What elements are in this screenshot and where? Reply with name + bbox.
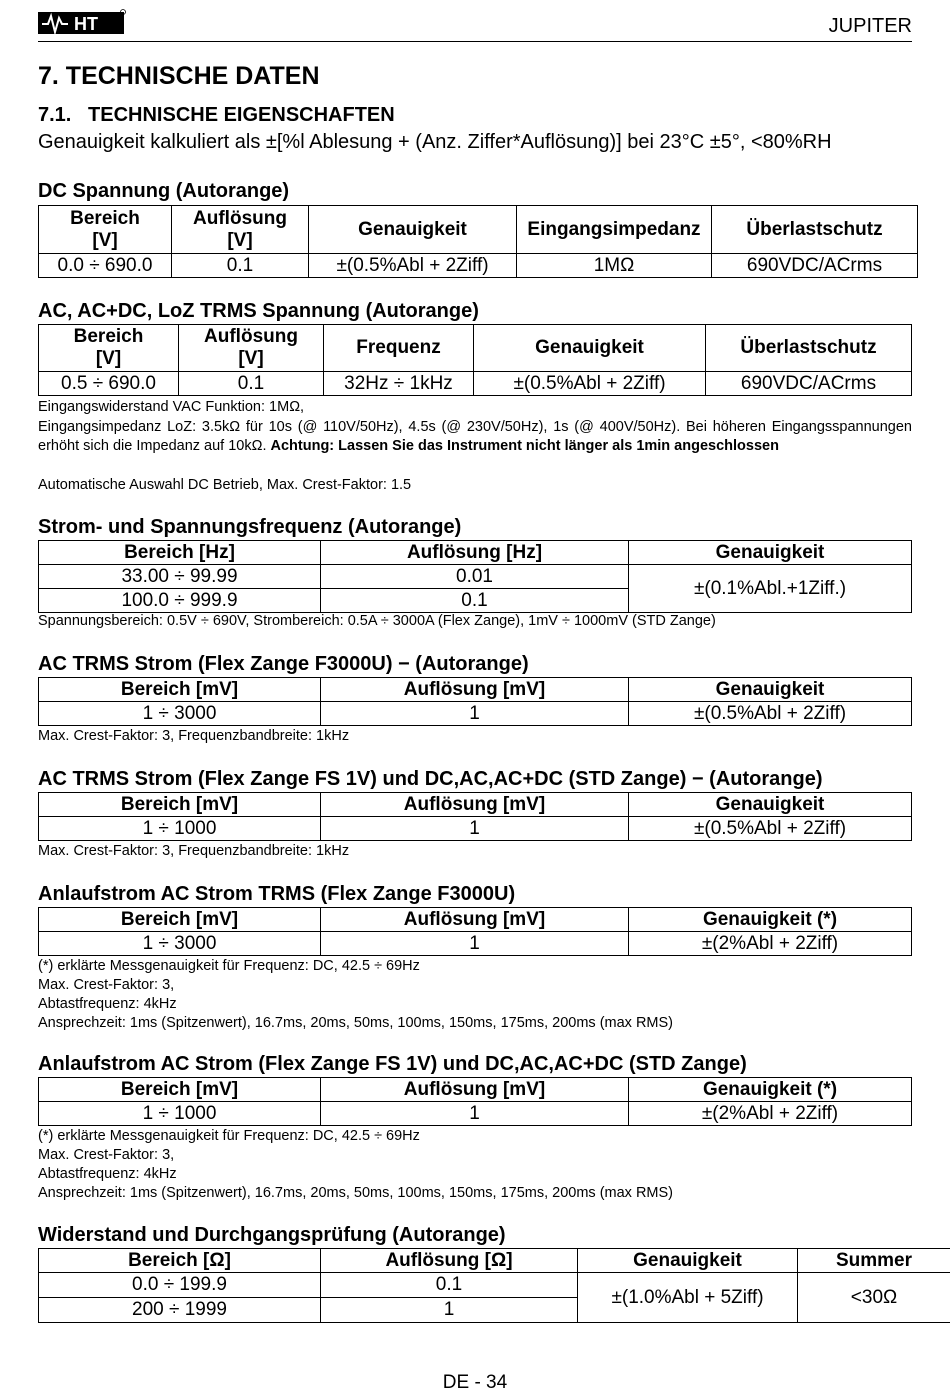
inrush-fs1v-table [38,1077,912,1126]
table-row [39,254,918,278]
header-bereich: Bereich [mV] [39,908,321,932]
ac-note-warning: Achtung: Lassen Sie das Instrument nicht länger als 1min angeschlossen [270,438,779,454]
cell-resolution: 1 [321,1298,578,1323]
cell-resolution: 0.1 [321,1273,578,1298]
cell-resolution: 1 [321,702,629,726]
cell-resolution: 0.01 [321,565,629,589]
cell-range: 1 ÷ 3000 [39,702,321,726]
ac-note-loz-text: Eingangsimpedanz LoZ: 3.5kΩ für 10s (@ 110V/50Hz), 4.5s (@ 230V/50Hz), 1s (@ 400V/50Hz). Bei höheren Eingangsspannungen erhöht sich die Impedanz auf 10kΩ. [38,419,912,454]
header-genauigkeit: Genauigkeit [309,206,517,254]
cell-range: 33.00 ÷ 99.99 [39,565,321,589]
header-aufloesung: Auflösung [mV] [321,1078,629,1102]
dc-voltage-table [38,205,918,278]
inrush-fs1v-note-crest: Max. Crest-Faktor: 3, [38,1147,175,1163]
cell-range: 0.5 ÷ 690.0 [39,372,179,396]
resistance-title: Widerstand und Durchgangsprüfung (Autorange) [38,1224,506,1246]
accuracy-intro: Genauigkeit kalkuliert als ±[%l Ablesung + (Anz. Ziffer*Auflösung)] bei 23°C ±5°, <80%RH [38,131,832,153]
ac-voltage-table [38,324,912,396]
ac-note-loz [38,418,912,456]
flex-fs1v-table [38,792,912,841]
header-genauigkeit: Genauigkeit [578,1249,798,1273]
frequency-table [38,540,912,613]
cell-resolution: 1 [321,1102,629,1126]
ac-note-crest: Automatische Auswahl DC Betrieb, Max. Crest-Faktor: 1.5 [38,477,412,493]
header-aufloesung: Auflösung [V] [172,206,309,254]
cell-overload: 690VDC/ACrms [706,372,912,396]
resistance-table [38,1248,950,1323]
header-bereich: Bereich [mV] [39,678,321,702]
cell-resolution: 1 [321,932,629,956]
header-bereich: Bereich [mV] [39,1078,321,1102]
header-aufloesung: Auflösung [Ω] [321,1249,578,1273]
cell-accuracy: ±(2%Abl + 2Ziff) [629,932,912,956]
cell-accuracy: ±(0.5%Abl + 2Ziff) [629,702,912,726]
cell-buzzer: <30Ω [798,1273,950,1323]
cell-range: 100.0 ÷ 999.9 [39,589,321,613]
chapter-title: 7. TECHNISCHE DATEN [38,62,320,90]
header-genauigkeit: Genauigkeit [629,793,912,817]
flex-fs1v-title: AC TRMS Strom (Flex Zange FS 1V) und DC,AC,AC+DC (STD Zange) − (Autorange) [38,768,823,790]
inrush-f3000u-note-frequency: (*) erklärte Messgenauigkeit für Frequenz: DC, 42.5 ÷ 69Hz [38,958,420,974]
ht-logo [38,8,126,36]
cell-overload: 690VDC/ACrms [712,254,918,278]
header-genauigkeit: Genauigkeit [629,678,912,702]
cell-accuracy: ±(0.5%Abl + 2Ziff) [309,254,517,278]
cell-impedance: 1MΩ [517,254,712,278]
cell-range: 0.0 ÷ 690.0 [39,254,172,278]
cell-accuracy: ±(0.5%Abl + 2Ziff) [474,372,706,396]
cell-accuracy: ±(0.5%Abl + 2Ziff) [629,817,912,841]
inrush-fs1v-note-sampling: Abtastfrequenz: 4kHz [38,1166,177,1182]
document-name: JUPITER [828,15,912,37]
ac-voltage-title: AC, AC+DC, LoZ TRMS Spannung (Autorange) [38,300,479,322]
logo-text: HT [74,14,98,34]
header-bereich: Bereich [V] [39,206,172,254]
table-row [39,1102,912,1126]
cell-accuracy: ±(1.0%Abl + 5Ziff) [578,1273,798,1323]
header-rule [38,41,912,42]
section-title: 7.1. TECHNISCHE EIGENSCHAFTEN [38,104,395,126]
cell-range: 0.0 ÷ 199.9 [39,1273,321,1298]
dc-voltage-title: DC Spannung (Autorange) [38,180,290,202]
table-row [39,932,912,956]
header-bereich: Bereich [V] [39,325,179,372]
cell-resolution: 0.1 [172,254,309,278]
flex-f3000u-table [38,677,912,726]
inrush-fs1v-note-frequency: (*) erklärte Messgenauigkeit für Frequenz: DC, 42.5 ÷ 69Hz [38,1128,420,1144]
inrush-f3000u-note-crest: Max. Crest-Faktor: 3, [38,977,175,993]
cell-accuracy: ±(2%Abl + 2Ziff) [629,1102,912,1126]
inrush-f3000u-table [38,907,912,956]
frequency-note: Spannungsbereich: 0.5V ÷ 690V, Strombereich: 0.5A ÷ 3000A (Flex Zange), 1mV ÷ 1000mV (STD Zange) [38,613,716,629]
inrush-fs1v-title: Anlaufstrom AC Strom (Flex Zange FS 1V) und DC,AC,AC+DC (STD Zange) [38,1053,747,1075]
header-genauigkeit: Genauigkeit (*) [629,1078,912,1102]
table-row [39,372,912,396]
table-row [39,1273,950,1298]
cell-frequency: 32Hz ÷ 1kHz [324,372,474,396]
table-row [39,702,912,726]
ac-note-input-resistance: Eingangswiderstand VAC Funktion: 1MΩ, [38,399,305,415]
header-ueberlastschutz: Überlastschutz [706,325,912,372]
header-frequenz: Frequenz [324,325,474,372]
header-aufloesung: Auflösung [Hz] [321,541,629,565]
cell-range: 1 ÷ 3000 [39,932,321,956]
header-genauigkeit: Genauigkeit (*) [629,908,912,932]
cell-resolution: 1 [321,817,629,841]
inrush-f3000u-note-response: Ansprechzeit: 1ms (Spitzenwert), 16.7ms, 20ms, 50ms, 100ms, 150ms, 175ms, 200ms (max RMS) [38,1015,673,1031]
cell-resolution: 0.1 [179,372,324,396]
header-bereich: Bereich [Ω] [39,1249,321,1273]
cell-range: 1 ÷ 1000 [39,1102,321,1126]
header-summer: Summer [798,1249,950,1273]
flex-f3000u-note: Max. Crest-Faktor: 3, Frequenzbandbreite: 1kHz [38,728,350,744]
header-genauigkeit: Genauigkeit [629,541,912,565]
header-aufloesung: Auflösung [mV] [321,678,629,702]
cell-resolution: 0.1 [321,589,629,613]
inrush-f3000u-note-sampling: Abtastfrequenz: 4kHz [38,996,177,1012]
header-genauigkeit: Genauigkeit [474,325,706,372]
header-aufloesung: Auflösung [V] [179,325,324,372]
cell-accuracy: ±(0.1%Abl.+1Ziff.) [629,565,912,613]
header-bereich: Bereich [Hz] [39,541,321,565]
header-bereich: Bereich [mV] [39,793,321,817]
header-eingangsimpedanz: Eingangsimpedanz [517,206,712,254]
flex-f3000u-title: AC TRMS Strom (Flex Zange F3000U) − (Autorange) [38,653,529,675]
page-number: DE - 34 [442,1372,508,1393]
inrush-f3000u-title: Anlaufstrom AC Strom TRMS (Flex Zange F3000U) [38,883,516,905]
table-row [39,817,912,841]
cell-range: 1 ÷ 1000 [39,817,321,841]
header-aufloesung: Auflösung [mV] [321,793,629,817]
flex-fs1v-note: Max. Crest-Faktor: 3, Frequenzbandbreite: 1kHz [38,843,350,859]
frequency-title: Strom- und Spannungsfrequenz (Autorange) [38,516,462,538]
cell-range: 200 ÷ 1999 [39,1298,321,1323]
table-row [39,565,912,589]
inrush-fs1v-note-response: Ansprechzeit: 1ms (Spitzenwert), 16.7ms, 20ms, 50ms, 100ms, 150ms, 175ms, 200ms (max RMS) [38,1185,673,1201]
header-ueberlastschutz: Überlastschutz [712,206,918,254]
header-aufloesung: Auflösung [mV] [321,908,629,932]
